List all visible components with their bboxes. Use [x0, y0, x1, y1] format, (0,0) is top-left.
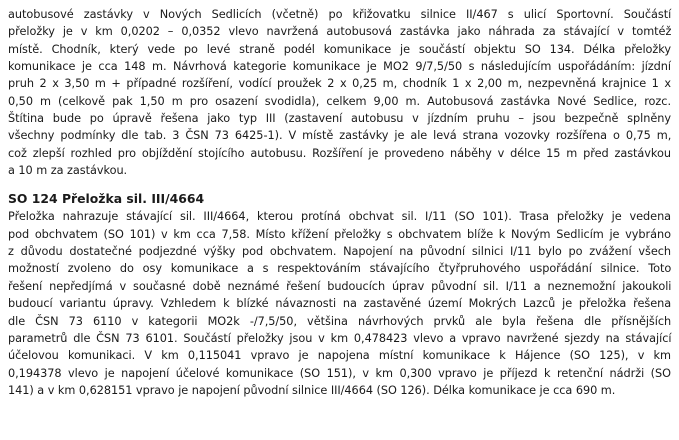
text-line: komunikace je cca 148 m. Návrhová kategorie komunikace je MO2 9/7,5/50 s následujícím uspořádáním: jízdní [8, 60, 671, 74]
text-line: 0,194378 vlevo je napojení účelové komunikace (SO 151), v km 0,300 vpravo je příjezd k retenční nádrži (SO [8, 366, 671, 380]
text-line: pod obchvatem (SO 101) v km cca 7,58. Místo křížení přeložky s obchvatem blíže k Novým Sedlicím je vybráno [8, 227, 671, 241]
text-line: účelovou komunikaci. V km 0,115041 vpravo je napojena místní komunikace k Hájence (SO 125), v km [8, 349, 671, 363]
paragraph-so124 [8, 208, 671, 399]
text-line: budoucí variantu úpravy. Vzhledem k blízké návaznosti na zastavěné území Mokrých Lazců je přeložka řešena [8, 297, 672, 311]
text-line: dle ČSN 73 6110 v kategorii MO2k -/7,5/50, většina návrhových prvků ale byla řešena dle přísnějších [8, 314, 672, 328]
text-line: z důvodu dostatečné podjezdné výšky pod obchvatem. Napojení na původní silnici I/11 bylo po zvážení všech [8, 245, 671, 259]
text-line: což zlepší rozhled pro objíždění stojícího autobusu. Rozšíření je provedeno náběhy v délce 15 m před zastávkou [8, 146, 671, 160]
text-line: všechny podmínky dle tab. 3 ČSN 73 6425-1). V místě zastávky je ale levá strana vozovky rozšířena o 0,75 m, [8, 129, 672, 143]
section-heading-so124: SO 124 Přeložka sil. III/4664 [8, 191, 205, 207]
text-line: přeložky je v km 0,0202 – 0,0352 vlevo navržená autobusová zastávka jako náhrada za stávající v tomtéž [8, 25, 672, 39]
text-line: místě. Chodník, který vede po levé straně podél komunikace je součástí objektu SO 134. Délka přeložky [8, 42, 671, 56]
text-line: Štítina bude po úpravě řešena jako typ III (zastavení autobusu v jízdním pruhu – jsou bezpečně splněny [8, 112, 671, 126]
text-line: parametrů dle ČSN 73 6101. Součástí přeložky jsou v km 0,478423 vlevo a vpravo navržené sjezdy na stávající [8, 331, 672, 345]
paragraph-bus-stop [8, 6, 671, 179]
text-line: a 10 m za zastávkou. [8, 164, 128, 178]
text-line: 0,50 m (celkově pak 1,50 m pro osazení svodidla), celkem 9,00 m. Autobusová zastávka Nové Sedlice, rozc. [8, 94, 671, 108]
text-line: Přeložka nahrazuje stávající sil. III/4664, kterou protíná obchvat sil. I/11 (SO 101). Trasa přeložky je vedena [8, 210, 672, 224]
text-line: autobusové zastávky v Nových Sedlicích (včetně) po křižovatku silnice II/467 s ulicí Sportovní. Součástí [8, 8, 672, 21]
text-line: pruh 2 x 3,50 m + případné rozšíření, vodící proužek 2 x 0,25 m, chodník 1 x 2,00 m, nezpevněná krajnice 1 x [8, 77, 671, 91]
text-line: řešení nepředjímá v současné době neznámé řešení budoucích úprav původní sil. I/11 a neznemožní jakoukoli [8, 279, 672, 293]
text-line: 141) a v km 0,628151 vpravo je napojení původní silnice III/4664 (SO 126). Délka komunikace je cca 690 m. [8, 383, 616, 397]
text-line: možností zvoleno do osy komunikace a s respektováním stávajícího čtyřpruhového uspořádání silnice. Toto [8, 262, 672, 276]
